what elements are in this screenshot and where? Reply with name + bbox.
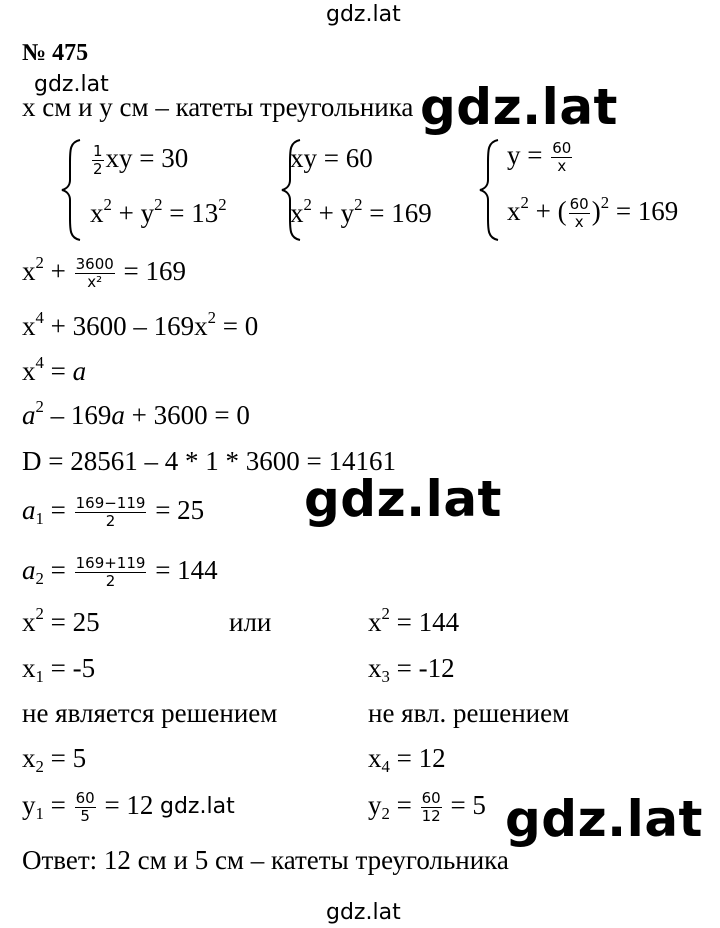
fraction: $\frac{3600}{\text{x²}}$ [75, 255, 114, 292]
x1-line: $x_1 = -5$ [22, 653, 96, 687]
or-word: или [229, 607, 272, 637]
equation-line-3: $x^4 = a$ [22, 352, 87, 386]
problem-number: № 475 [22, 40, 89, 66]
system3-row2: $x^2$ + ( $\frac{60}{x}$ )$^2$ = 169 [507, 192, 679, 232]
x2-line: $x_2 = 5$ [22, 743, 87, 777]
answer-line: Ответ: 12 см и 5 см – катеты треугольника [22, 845, 509, 875]
watermark-y1: gdz.lat [160, 794, 235, 819]
watermark-header-big: gdz.lat [420, 78, 618, 136]
watermark-bottom-big: gdz.lat [505, 790, 703, 848]
x4-line: $x_4 = 12$ [368, 743, 446, 777]
fraction: $\frac{1}{2}$ [93, 142, 103, 179]
fraction: $\frac{60}{x}$ [569, 195, 589, 232]
fraction: $\frac{169+119}{2}$ [75, 554, 146, 591]
system2-row2: $x^2 + y^2 = 169$ [290, 194, 432, 228]
fraction: $\frac{60}{12}$ [421, 789, 441, 826]
equation-line-4: $a^2 - 169a + 3600 = 0$ [22, 396, 250, 430]
y1-line: $y_1$ = $\frac{60}{5}$ = 12 [22, 789, 154, 826]
fraction: $\frac{169-119}{2}$ [75, 494, 146, 531]
watermark-middle-big: gdz.lat [304, 470, 502, 528]
watermark-left: gdz.lat [34, 72, 109, 97]
not-solution-right: не явл. решением [368, 698, 570, 728]
fraction: $\frac{60}{5}$ [75, 789, 95, 826]
x-squared-left: $x^2 = 25$ [22, 603, 100, 637]
not-solution-left: не является решением [22, 698, 278, 728]
system1-row1: $\frac{1}{2}$ xy = 30 [93, 142, 189, 179]
brace-3 [478, 138, 500, 242]
brace-1 [60, 138, 82, 242]
watermark-bottom: gdz.lat [326, 900, 401, 925]
watermark-top: gdz.lat [326, 2, 401, 27]
system1-row2: $x^2 + y^2 = 13^2$ [90, 194, 227, 228]
root-a2-line: $a_2$ = $\frac{169+119}{2}$ = 144 [22, 554, 218, 591]
fraction: $\frac{60}{x}$ [552, 139, 572, 176]
x3-line: $x_3 = -12$ [368, 653, 455, 687]
discriminant-line: D = 28561 – 4 * 1 * 3600 = 14161 [22, 446, 396, 476]
x-squared-right: $x^2 = 144$ [368, 603, 460, 637]
y2-line: $y_2$ = $\frac{60}{12}$ = 5 [368, 789, 486, 826]
system3-row1: y = $\frac{60}{x}$ [507, 139, 572, 176]
equation-line-2: $x^4 + 3600 - 169x^2 = 0$ [22, 307, 259, 341]
intro-text: x см и y см – катеты треугольника [22, 92, 414, 122]
root-a1-line: $a_1$ = $\frac{169-119}{2}$ = 25 [22, 494, 205, 531]
system2-row1: xy = 60 [290, 143, 373, 173]
equation-line-1: $x^2$ + $\frac{3600}{\text{x²}}$ = 169 [22, 252, 187, 292]
